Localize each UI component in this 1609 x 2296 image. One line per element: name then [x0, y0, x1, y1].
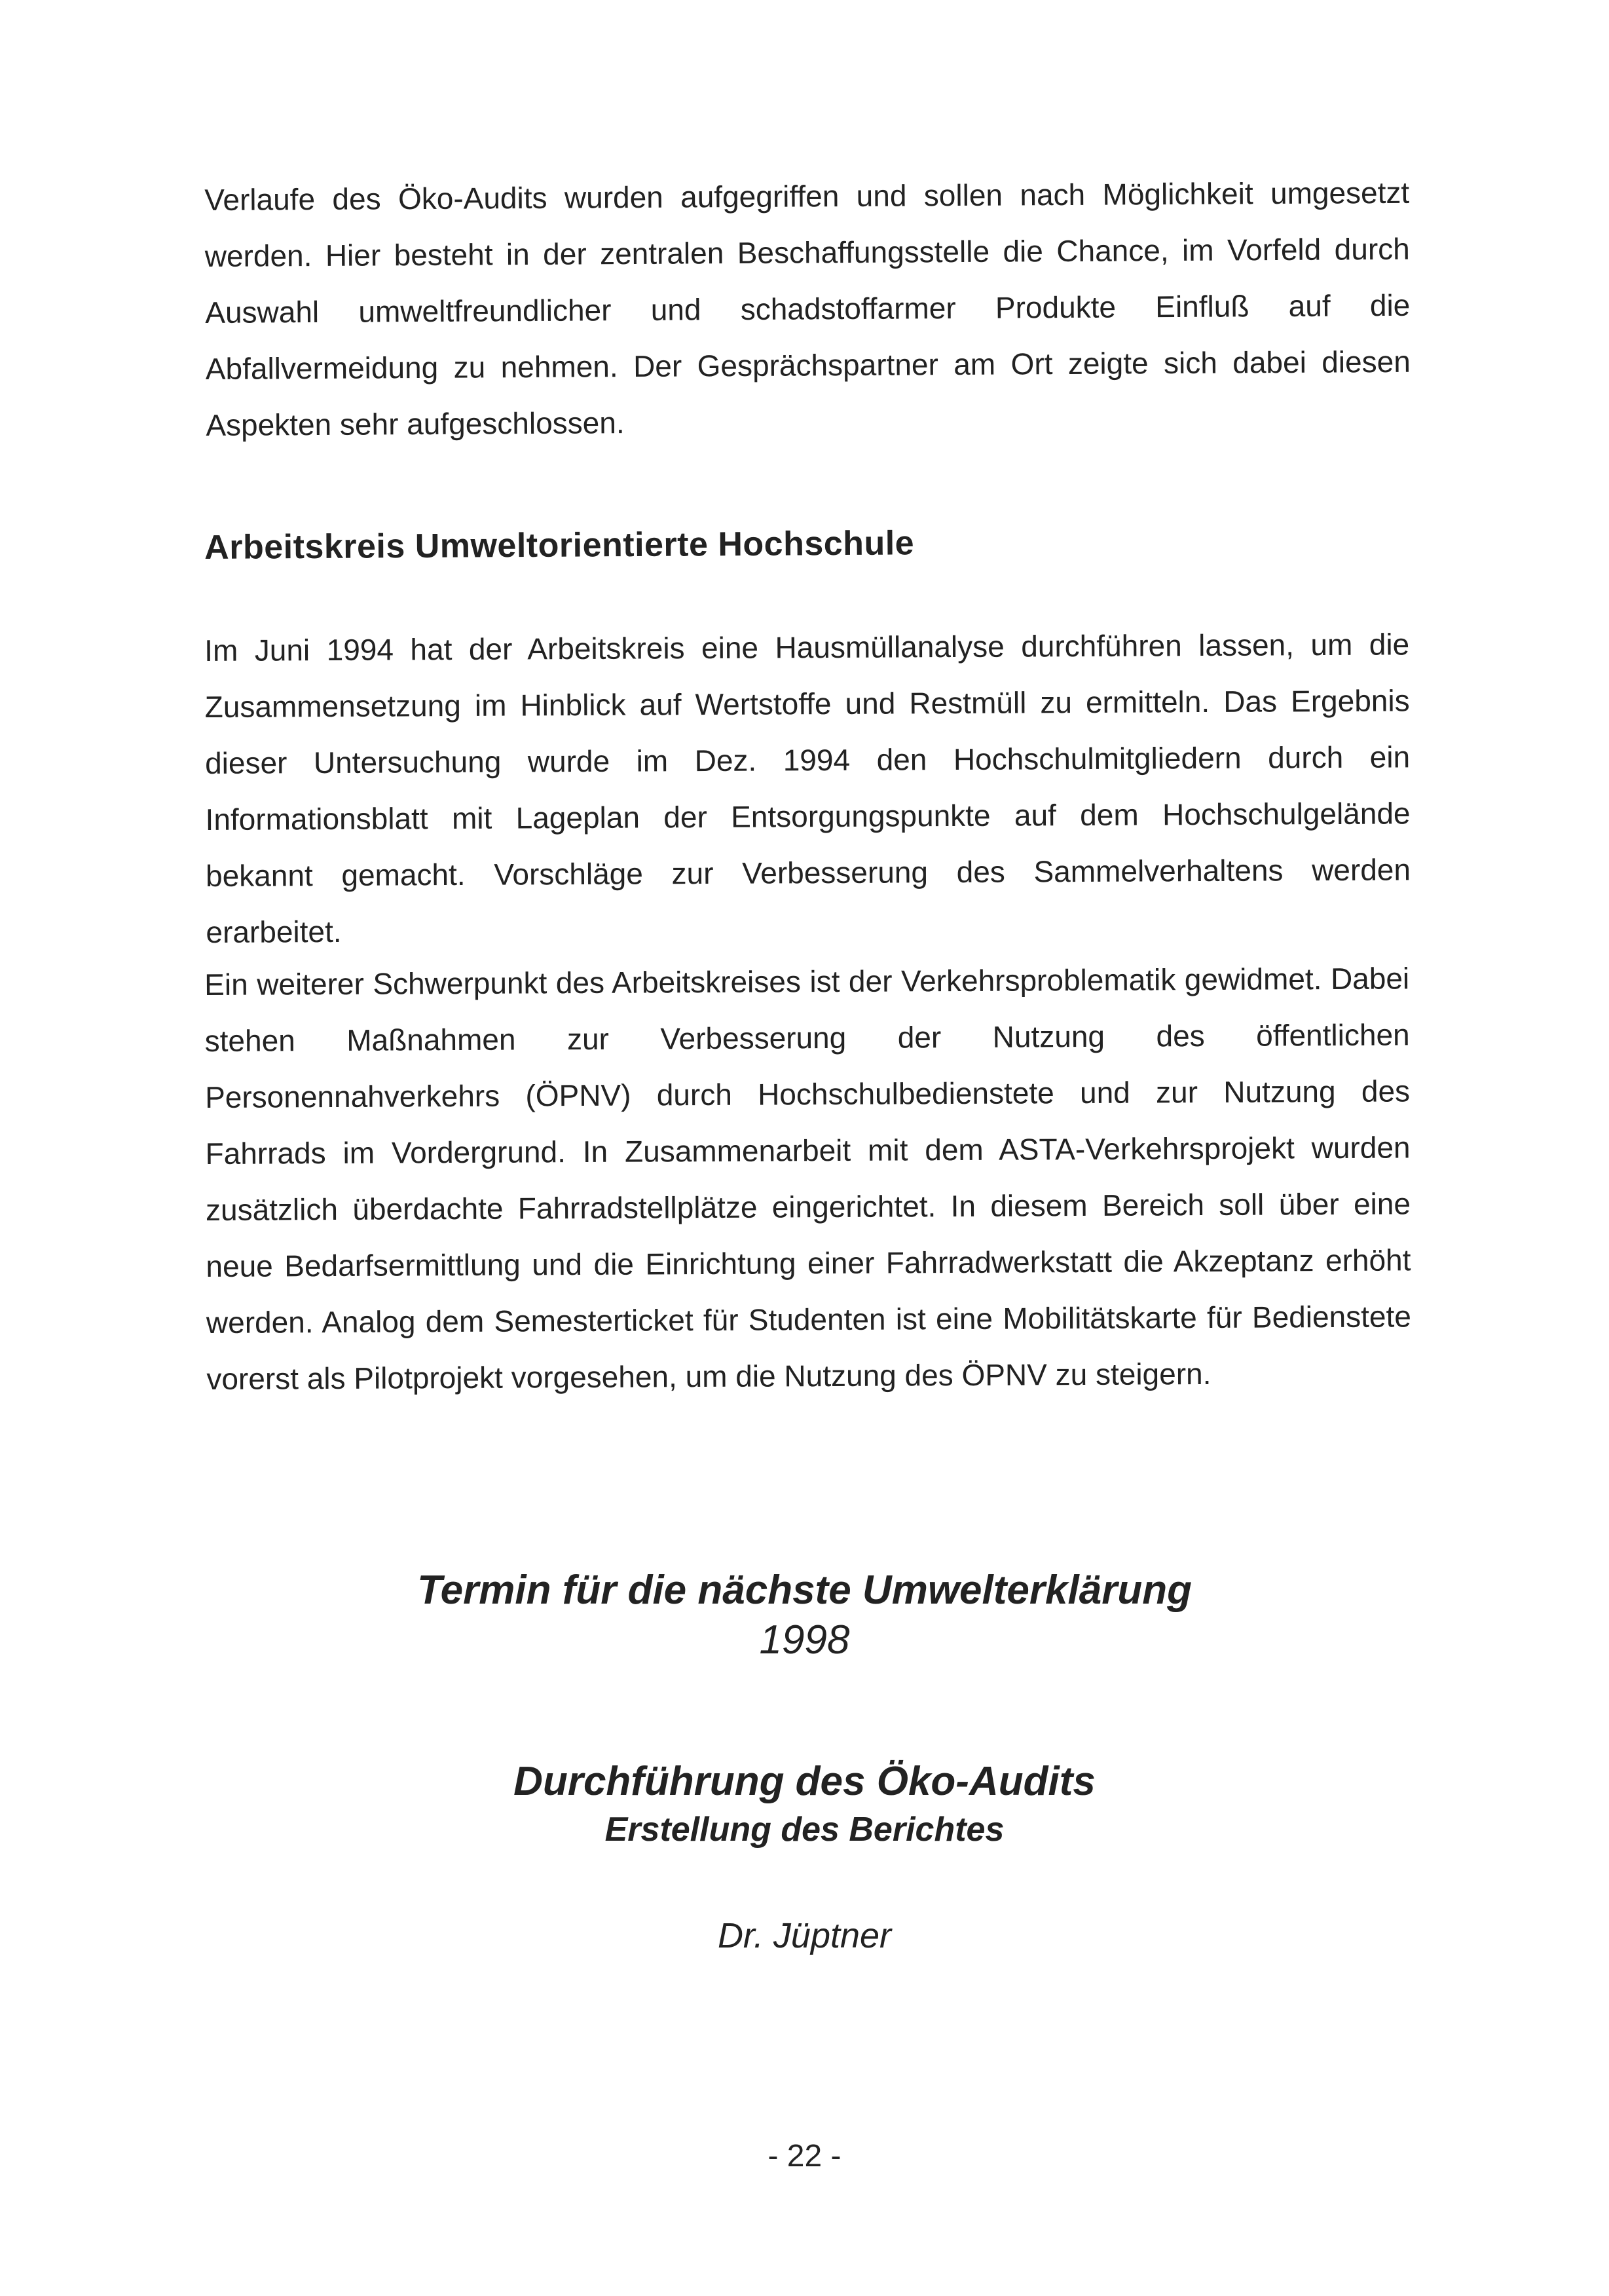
termin-year: 1998	[759, 1617, 850, 1663]
audit-title: Durchführung des Öko-Audits	[513, 1759, 1096, 1804]
section-heading: Arbeitskreis Umweltorientierte Hochschule	[204, 524, 915, 567]
audit-subtitle: Erstellung des Berichtes	[604, 1811, 1005, 1849]
page-number: - 22 -	[768, 2139, 841, 2174]
intro-paragraph: Verlaufe des Öko-Audits wurden aufgegriffen und sollen nach Möglichkeit umgesetzt werden. Hier besteht in der zentralen Beschaffungsstelle die Chance, im Vorfeld durch Auswahl umweltfreundlicher und schadstoffarmer Produkte Einfluß auf die Abfallvermeidung zu nehmen. Der Gesprächspartner am Ort zeigte sich dabei diesen Aspekten sehr aufgeschlossen.	[204, 175, 1411, 442]
section-paragraph-1: Im Juni 1994 hat der Arbeitskreis eine Hausmüllanalyse durchführen lassen, um die Zusammensetzung im Hinblick auf Wertstoffe und Restmüll zu ermitteln. Das Ergebnis dieser Untersuchung wurde im Dez. 1994 den Hochschulmitgliedern durch ein Informationsblatt mit Lageplan der Entsorgungspunkte auf dem Hochschulgelände bekannt gemacht. Vorschläge zur Verbesserung des Sammelverhaltens werden erarbeitet.	[204, 627, 1411, 949]
audit-author: Dr. Jüptner	[717, 1916, 892, 1955]
termin-title: Termin für die nächste Umwelterklärung	[417, 1568, 1192, 1613]
section-paragraph-2: Ein weiterer Schwerpunkt des Arbeitskreises ist der Verkehrsproblematik gewidmet. Dabei stehen Maßnahmen zur Verbesserung der Nutzung des öffentlichen Personennahverkehrs (ÖPNV) durch Hochschulbedienstete und zur Nutzung des Fahrrads im Vordergrund. In Zusammenarbeit mit dem ASTA-Verkehrsprojekt wurden zusätzlich überdachte Fahrradstellplätze eingerichtet. In diesem Bereich soll über eine neue Bedarfsermittlung und die Einrichtung einer Fahrradwerkstatt die Akzeptanz erhöht werden. Analog dem Semesterticket für Studenten ist eine Mobilitätskarte für Bedienstete vorerst als Pilotprojekt vorgesehen, um die Nutzung des ÖPNV zu steigern.	[204, 961, 1412, 1396]
